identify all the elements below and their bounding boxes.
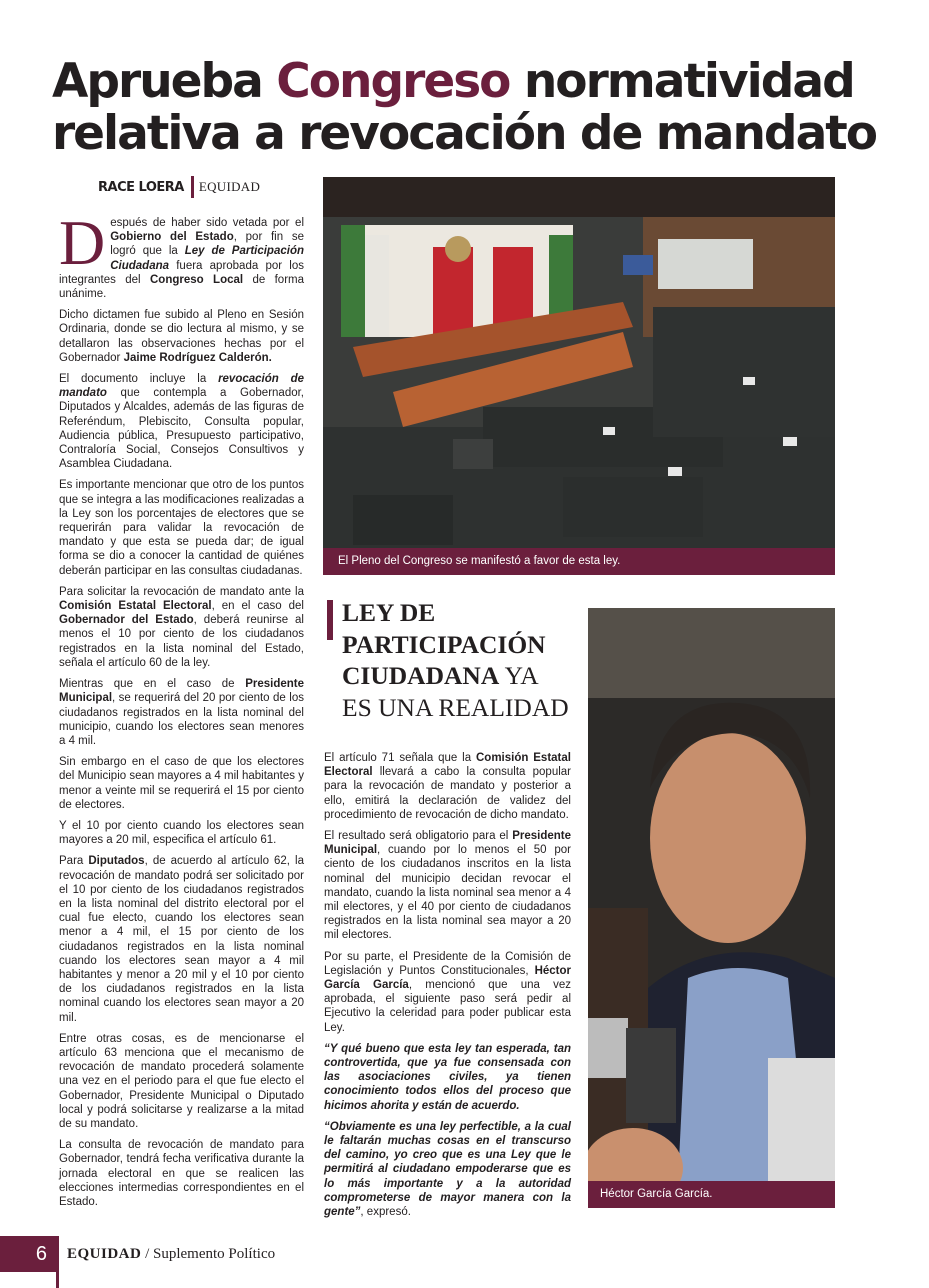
left-paragraph-5 bbox=[59, 585, 304, 670]
bold-run: Héctor García García bbox=[324, 964, 571, 992]
headline-part-1: Aprueba bbox=[52, 54, 277, 109]
main-photo-caption: El Pleno del Congreso se manifestó a favor de esta ley. bbox=[323, 548, 835, 575]
text-run: que contempla a Gobernador, Diputados y Alcaldes, además de las figuras de Referéndum, Plebiscito, Consulta popular, Audiencia pública, Presupuesto participativo, Contraloría Social, Consejos Consultivos y Asamblea Ciudadana. bbox=[59, 387, 304, 471]
byline-divider bbox=[191, 176, 194, 198]
text-run: espués de haber sido vetada por el bbox=[110, 217, 304, 229]
left-paragraph-8: Y el 10 por ciento cuando los electores sean mayores a 20 mil, especifica el artículo 61. bbox=[59, 819, 304, 847]
subhead-line-3-rest: YA bbox=[499, 661, 539, 690]
text-run: Por su parte, el Presidente de la Comisión de Legislación y Puntos Constitucionales, bbox=[324, 950, 571, 977]
byline-author: RACE LOERA bbox=[98, 179, 184, 195]
congress-chamber-illustration bbox=[323, 177, 835, 548]
text-run: , mencionó que una vez aprobada, el siguiente paso será pedir al Ejecutivo la celeridad para poder publicar esta Ley. bbox=[324, 979, 571, 1034]
middle-column bbox=[324, 751, 571, 1226]
subhead-line-3-bold: CIUDADANA bbox=[342, 661, 500, 690]
left-paragraph-6 bbox=[59, 677, 304, 748]
subhead-text bbox=[342, 597, 582, 723]
left-paragraph-10: Entre otras cosas, es de mencionarse el artículo 63 menciona que el mecanismo de revocación de mandato procederá solamente una vez en el periodo para el que fue electo el Gobernador, Presidente Municipal o Diputado local y podrá solicitarse y realizarse a la mitad de su mandato. bbox=[59, 1032, 304, 1130]
portrait-caption: Héctor García García. bbox=[588, 1181, 835, 1208]
bold-run: Comisión Estatal Electoral bbox=[324, 752, 571, 779]
footer-divider bbox=[56, 1236, 59, 1288]
text-run: , deberá reunirse al menos el 10 por ciento de los ciudadanos registrados en la lista nominal del Estado, señala el artículo 60 de la ley. bbox=[59, 614, 304, 669]
left-column bbox=[59, 207, 305, 1216]
text-run: , por fin se logró que la bbox=[110, 231, 304, 258]
byline bbox=[98, 176, 260, 198]
left-paragraph-9 bbox=[59, 854, 304, 1024]
headline-accent: Congreso bbox=[276, 54, 510, 109]
text-run: Para solicitar la revocación de mandato ante la bbox=[59, 585, 304, 598]
page-number: 6 bbox=[0, 1236, 56, 1272]
left-paragraph-7: Sin embargo en el caso de que los electores del Municipio sean mayores a 4 mil habitantes y menor a veinte mil se requerirá el 15 por ciento de electores. bbox=[59, 756, 304, 811]
bold-run: Presidente Municipal bbox=[324, 830, 571, 857]
footer-section: Suplemento Político bbox=[153, 1246, 276, 1262]
text-run: de forma unánime. bbox=[59, 273, 305, 301]
text-run: , se requerirá del 20 por ciento de los ciudadanos registrados en la lista nominal del municipio, cuando los electores sean menores a 4 mil. bbox=[59, 692, 304, 747]
bold-run: Gobierno del Estado bbox=[110, 231, 234, 244]
text-run: Para bbox=[59, 855, 89, 868]
bold-italic-run: revocación de mandato bbox=[59, 373, 305, 400]
left-paragraph-11: La consulta de revocación de mandato para Gobernador, tendrá fecha verificativa durante la jornada electoral en que se realicen las elecciones intermedias correspondientes en el Estado. bbox=[59, 1139, 304, 1208]
middle-paragraph-3 bbox=[324, 950, 571, 1035]
text-run: Mientras que en el caso de bbox=[59, 678, 246, 691]
footer-publication bbox=[67, 1244, 275, 1264]
bold-italic-run: Ley de Participación Ciudadana bbox=[110, 245, 304, 272]
quote-1: “Y qué bueno que esta ley tan esperada, tan controvertida, que ya fue consensada con las asociaciones civiles, ya tienen conocimiento todos ellos del proceso que hicimos ahorita y están de acuerdo. bbox=[324, 1042, 571, 1112]
subhead-line-2: PARTICIPACIÓN bbox=[342, 629, 546, 659]
congress-chamber-photo bbox=[323, 177, 835, 548]
bold-run: Congreso Local bbox=[150, 273, 244, 286]
bold-run: Presidente Municipal bbox=[59, 678, 304, 705]
text-run: El documento incluye la bbox=[59, 373, 219, 386]
headline-part-2: normatividad relativa a revocación de mandato bbox=[52, 54, 877, 161]
left-paragraph-1 bbox=[59, 207, 305, 301]
quote-2-tail: , expresó. bbox=[360, 1206, 411, 1219]
text-run: , en el caso del bbox=[211, 600, 304, 613]
portrait-illustration bbox=[588, 608, 835, 1181]
bold-run: Gobernador del Estado bbox=[59, 614, 194, 627]
subhead-line-4: ES UNA REALIDAD bbox=[342, 692, 569, 722]
subhead-line-1: LEY DE bbox=[342, 598, 436, 627]
left-paragraph-4: Es importante mencionar que otro de los puntos que se integra a las modificaciones realizadas a la Ley son los porcentajes de electores que se requerirán para validar la revocación de mandato y que esta se pueda dar; de igual forma se dio a conocer la cantidad de quiénes deberán participar en las consultas ciudadanas. bbox=[59, 479, 304, 577]
portrait-photo bbox=[588, 608, 835, 1181]
quote-2-text: “Obviamente es una ley perfectible, a la cual le faltarán muchas cosas en el transcurso del camino, yo creo que es una Ley que le permitirá al ciudadano empoderarse que es lo más importante y a la autoridad comprometerse de mayor manera con la gente” bbox=[324, 1120, 571, 1219]
middle-paragraph-1 bbox=[324, 751, 571, 822]
text-run: Dicho dictamen fue subido al Pleno en Sesión Ordinaria, donde se dio lectura al mismo, y se detallaron las observaciones hechas por el Gobernador bbox=[59, 309, 304, 364]
bold-run: Jaime Rodríguez Calderón. bbox=[123, 351, 272, 364]
bold-run: Diputados bbox=[88, 855, 145, 868]
headline bbox=[52, 56, 912, 160]
left-paragraph-3 bbox=[59, 372, 304, 471]
text-run: El artículo 71 señala que la bbox=[324, 752, 476, 764]
text-run: , cuando por lo menos el 50 por ciento de los ciudadanos inscritos en la lista nominal del municipio decidan revocar el mandato, cuando la lista nominal sea menor a 4 mil electores, y el 40 por ciento de ciudadanos registrados en la lista nominal sea mayor a 20 mil electores. bbox=[324, 844, 571, 942]
footer-separator: / bbox=[141, 1246, 154, 1262]
text-run: , de acuerdo al artículo 62, la revocación de mandato podrá ser solicitado por el 10 por ciento de los ciudadanos registrados en la lista nominal del distrito electoral por el cual fue electo, cuando los electores sean menor a 4 mil, el 15 por ciento de los ciudadanos registrados en la lista nominal cuando los electores sean mayor a 4 mil habitantes y menor a 20 mil y el 10 por ciento de los ciudadanos registrados en la lista nominal cuando los electores sean mayor a 20 mil. bbox=[59, 855, 304, 1024]
footer-publication-name: EQUIDAD bbox=[67, 1246, 142, 1262]
middle-paragraph-2 bbox=[324, 829, 571, 943]
drop-cap: D bbox=[59, 207, 106, 278]
bold-run: Comisión Estatal Electoral bbox=[59, 600, 212, 613]
text-run: llevará a cabo la consulta popular para la revocación de mandato y posterior a ello, emitirá la declaración de validez del procedimiento de revocación de dicho mandato. bbox=[324, 766, 571, 821]
subhead-line-3 bbox=[342, 660, 582, 692]
subhead-accent-bar bbox=[327, 600, 333, 640]
text-run: fuera aprobada por los integrantes del bbox=[59, 259, 304, 286]
text-run: El resultado será obligatorio para el bbox=[324, 830, 513, 843]
left-paragraph-2 bbox=[59, 308, 304, 365]
quote-2 bbox=[324, 1120, 571, 1219]
byline-outlet: EQUIDAD bbox=[198, 179, 261, 194]
